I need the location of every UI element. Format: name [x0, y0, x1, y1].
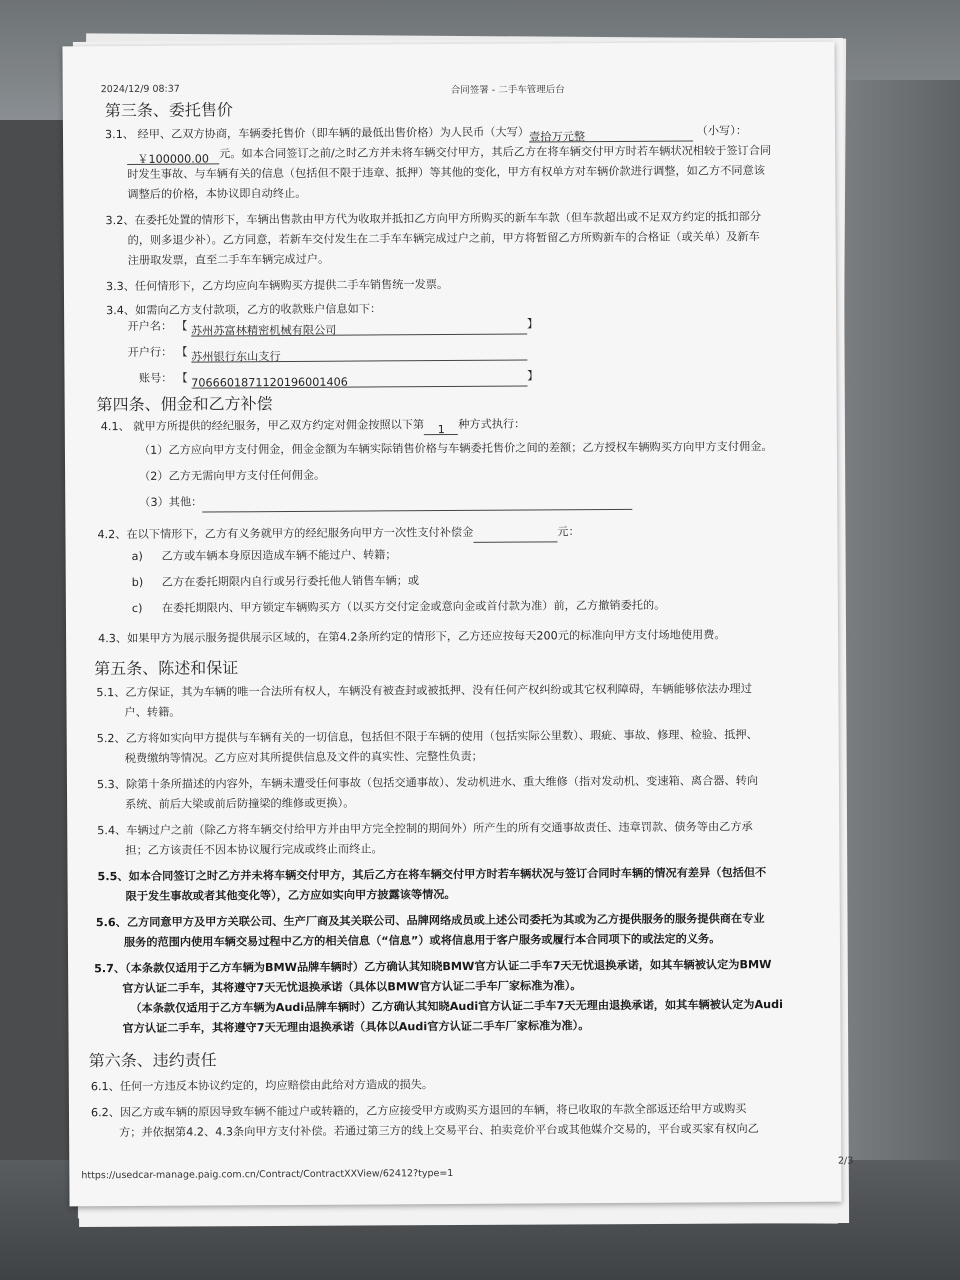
- print-datetime: 2024/12/9 08:37: [100, 83, 180, 96]
- article-3-title: 第三条、委托售价: [104, 100, 233, 121]
- clause-text: 税费缴纳等情况。乙方应对其所提供信息及文件的真实性、完整性负责；: [124, 749, 483, 766]
- clause-text: 担；乙方该责任不因本协议履行完成或终止而终止。: [125, 842, 383, 857]
- article-4-title: 第四条、佣金和乙方补偿: [96, 394, 273, 415]
- clause-6-1: 6.1、任何一方违反本协议约定的，均应赔偿由此给对方造成的损失。: [90, 1078, 434, 1094]
- clause-4-2: [97, 521, 579, 545]
- commission-option-3: [139, 489, 632, 513]
- clause-5-5: 5.5、如本合同签订之时乙方并未将车辆交付甲方，其后乙方在将车辆交付甲方时若车辆状况与签订合同时车辆的情况有差异（包括但不: [97, 866, 767, 884]
- item-marker: b): [131, 575, 144, 589]
- price-uppercase-value: 壹拾万元整: [529, 130, 586, 144]
- clause-4-1: [101, 414, 526, 438]
- clause-3-2-line-1: 3.2、在委托处置的情形下，车辆出售款由甲方代为收取并抵扣乙方向甲方所购买的新车车款（但车款超出或不足双方约定的抵扣部分: [105, 210, 762, 228]
- clause-4-2-b: [132, 570, 419, 593]
- clause-5-4: 5.4、车辆过户之前（除乙方将车辆交付给甲方并由甲方完全控制的期间外）所产生的所有交通事故责任、违章罚款、债务等由乙方承: [97, 820, 753, 838]
- clause-text: （本条款仅适用于乙方车辆为Audi品牌车辆时）乙方确认其知晓Audi官方认证二手车7天无理由退换承诺，如其车辆被认定为Audi: [130, 997, 783, 1015]
- account-number-value: 706660187112019600140​6: [191, 375, 348, 390]
- account-name-field: [191, 319, 527, 337]
- clause-6-2: 6.2、因乙方或车辆的原因导致车辆不能过户或转籍的，乙方应接受甲方或购买方退回的车辆，将已收取的车款全部返还给甲方或购买: [90, 1102, 747, 1120]
- print-page-title: 合同签署 - 二手车管理后台: [450, 84, 565, 96]
- price-lowercase-value: ￥100000.00: [137, 152, 210, 166]
- print-url: https://usedcar-manage.paig.com.cn/Contract/ContractXXView/62412?type=1: [81, 1168, 454, 1182]
- option-label: （3）其他：: [139, 495, 203, 509]
- article-5-title: 第五条、陈述和保证: [94, 658, 239, 679]
- account-name-row: 开户名： 【 苏州苏富林精密机械有限公司 】: [116, 313, 538, 337]
- clause-text: 注册取发票，直至二手车车辆完成过户。: [127, 252, 330, 267]
- clause-4-3: 4.3、如果甲方为展示服务提供展示区域的，在第4.2条所约定的情形下，乙方还应按每天200元的标准向甲方支付场地使用费。: [98, 628, 726, 646]
- clause-text: 的，则多退少补）。乙方同意，若新车交付发生在二手车车辆完成过户之前，甲方将暂留乙方所购新车的合格证（或关单）及新车: [127, 230, 760, 247]
- clause-text: 乙方在委托期限内自行或另行委托他人销售车辆；或: [161, 574, 420, 589]
- clause-text: （小写）：: [696, 124, 748, 138]
- account-name-label: 开户名：: [127, 319, 173, 333]
- clause-5-1: 5.1、乙方保证，其为车辆的唯一合法所有权人，车辆没有被查封或被抵押、没有任何产权纠纷或其它权利障碍，车辆能够依法办理过: [96, 682, 752, 700]
- account-number-row: 账号： 【 706660187112019600140​6 】: [116, 365, 538, 389]
- clause-3-4: 3.4、如需向乙方支付款项，乙方的收款账户信息如下：: [106, 302, 382, 318]
- clause-text: 元。如本合同签订之前/之时乙方并未将车辆交付甲方，其后乙方在将车辆交付甲方时若车辆状况相较于签订合同: [219, 144, 772, 161]
- account-bank-field: [191, 345, 527, 363]
- article-6-title: 第六条、违约责任: [88, 1050, 217, 1071]
- clause-text: 种方式执行：: [458, 417, 526, 431]
- item-marker: a): [131, 549, 143, 563]
- item-marker: c): [131, 601, 143, 615]
- clause-text: 调整后的价格，本协议即自动终止。: [127, 186, 307, 201]
- clause-text: 4.2、在以下情形下，乙方有义务就甲方的经纪服务向甲方一次性支付补偿金: [97, 525, 474, 542]
- clause-text: 元：: [557, 525, 580, 539]
- commission-option-2: （2）乙方无需向甲方支付任何佣金。: [139, 468, 326, 483]
- commission-option-value: 1: [437, 423, 445, 437]
- account-bank-row: 开户行： 【 苏州银行东山支行: [116, 340, 527, 364]
- commission-option-field: [424, 419, 458, 435]
- clause-5-6: 5.6、乙方同意甲方及甲方关联公司、生产厂商及其关联公司、品牌网络成员或上述公司委托为其或为乙方提供服务的服务提供商在专业: [95, 912, 765, 930]
- clause-text: 方；并依据第4.2、4.3条向甲方支付补偿。若通过第三方的线上交易平台、拍卖竞价平台或其他媒介交易的，平台或买家有权向乙: [119, 1122, 759, 1140]
- clause-text: 系统、前后大梁或前后防撞梁的维修或更换）。: [125, 796, 355, 812]
- clause-text: 户、转籍。: [124, 705, 181, 720]
- compensation-amount-field: [473, 526, 557, 543]
- clause-text: 乙方或车辆本身原因造成车辆不能过户、转籍；: [161, 548, 397, 563]
- commission-option-1: （1）乙方应向甲方支付佣金，佣金金额为车辆实际销售价格与车辆委托售价之间的差额；乙方授权车辆购买方向甲方支付佣金。: [138, 440, 773, 457]
- clause-text: 在委托期限内、甲方锁定车辆购买方（以买方交付定金或意向金或首付款为准）前，乙方撤销委托的。: [161, 598, 666, 615]
- clause-4-2-a: [132, 544, 397, 567]
- account-name-value: 苏州苏富林精密机械有限公司: [190, 323, 337, 338]
- clause-text: 官方认证二手车，其将遵守7天无理由退换承诺（具体以Audi官方认证二手车厂家标准为准）。: [122, 1019, 590, 1036]
- account-bank-value: 苏州银行东山支行: [191, 350, 281, 364]
- other-blank-line: [202, 494, 632, 513]
- clause-text: 官方认证二手车，其将遵守7天无忧退换承诺（具体以BMW官方认证二手车厂家标准为准）。: [122, 979, 582, 996]
- account-number-label: 账号：: [138, 371, 173, 385]
- clause-4-2-c: [132, 595, 666, 619]
- clause-text: 3.1、 经甲、乙双方协商，车辆委托售价（即车辆的最低出售价格）为人民币（大写）: [104, 125, 530, 142]
- account-number-field: [191, 371, 527, 389]
- clause-3-3: 3.3、任何情形下，乙方均应向车辆购买方提供二手车销售统一发票。: [105, 278, 449, 294]
- account-bank-label: 开户行：: [127, 345, 173, 359]
- clause-text: 4.1、 就甲方所提供的经纪服务，甲乙双方约定对佣金按照以下第: [100, 418, 425, 434]
- clause-5-7: 5.7、（本条款仅适用于乙方车辆为BMW品牌车辆时）乙方确认其知晓BMW官方认证二手车7天无忧退换承诺，如其车辆被认定为BMW: [94, 958, 772, 976]
- clause-text: 限于发生事故或者其他变化等），乙方应如实向甲方披露该等情况。: [125, 887, 456, 903]
- desk-background-right: [837, 80, 960, 1280]
- clause-text: 时发生事故、与车辆有关的信息（包括但不限于违章、抵押）等其他的变化，甲方有权单方对车辆价款进行调整，如乙方不同意该: [127, 164, 765, 181]
- page-number: 2/3: [837, 1155, 854, 1167]
- price-lowercase-field: [127, 148, 219, 165]
- clause-text: 服务的范围内使用车辆交易过程中乙方的相关信息（“信息”）或将信息用于客户服务或履行本合同项下的或法定的义务。: [123, 932, 721, 950]
- clause-5-3: 5.3、除第十条所描述的内容外，车辆未遭受任何事故（包括交通事故）、发动机进水、重大维修（指对发动机、变速箱、离合器、转向: [96, 774, 759, 792]
- clause-5-2: 5.2、乙方将如实向甲方提供与车辆有关的一切信息，包括但不限于车辆的使用（包括实际公里数）、瑕疵、事故、修理、检验、抵押、: [96, 728, 758, 746]
- contract-page: [62, 42, 854, 1207]
